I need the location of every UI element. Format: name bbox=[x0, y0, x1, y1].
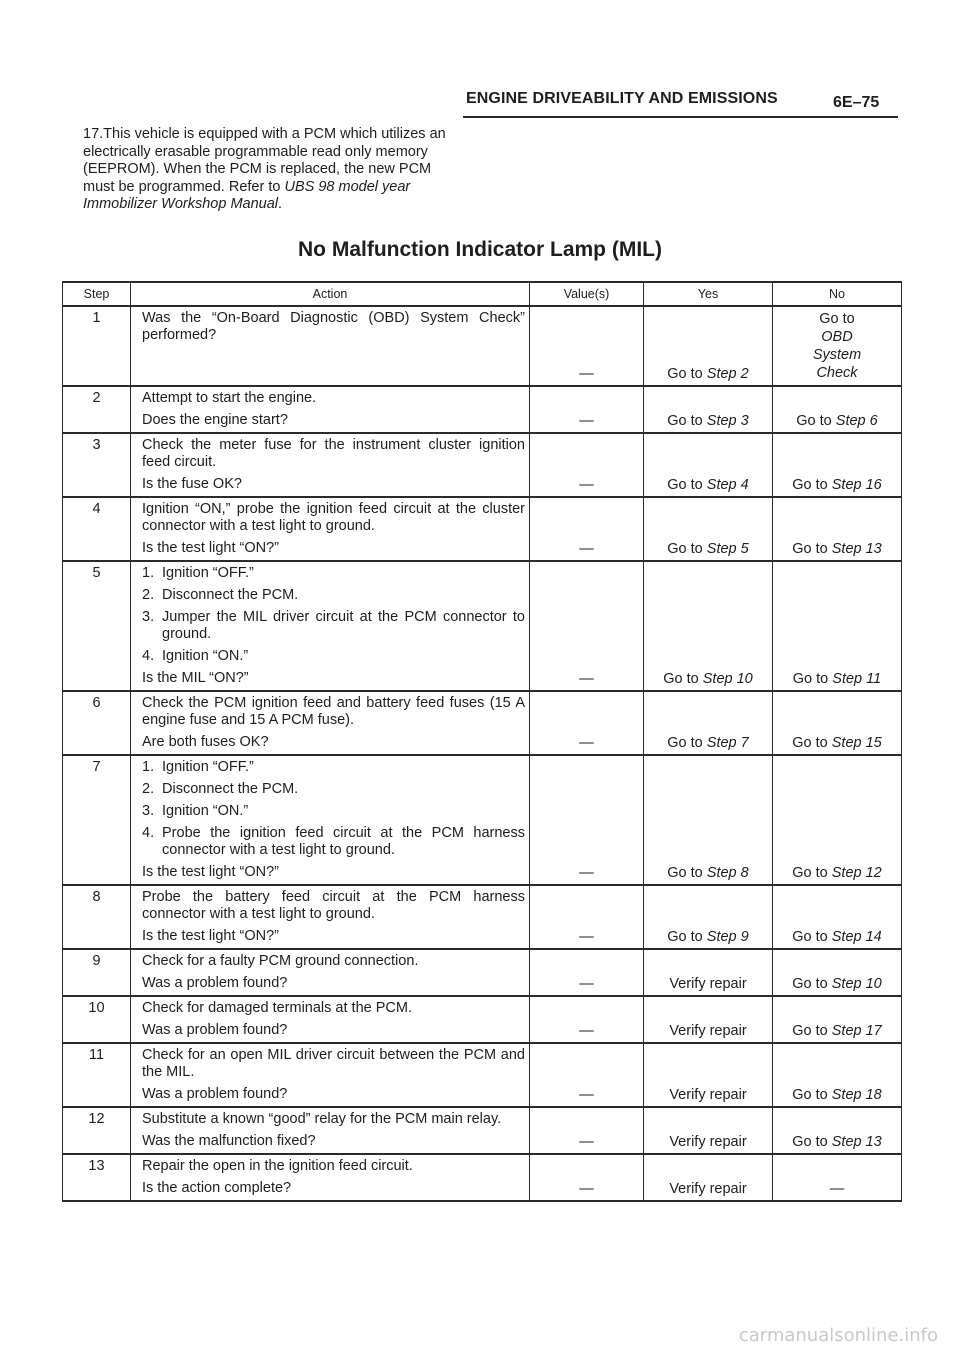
result-text: Verify repair bbox=[669, 1087, 747, 1103]
result-text: Go to bbox=[792, 865, 828, 881]
result-text: Go to bbox=[667, 366, 703, 382]
value-cell: — bbox=[530, 433, 644, 497]
action-cell bbox=[131, 885, 530, 949]
table-row bbox=[63, 306, 902, 386]
result-text: Go to bbox=[792, 671, 829, 687]
note-number: 17. bbox=[83, 126, 104, 142]
table-header-row bbox=[63, 282, 902, 306]
result-text: Go to bbox=[792, 1087, 828, 1103]
no-result-cell bbox=[773, 755, 902, 885]
action-instruction: Repair the open in the ignition feed circuit. bbox=[142, 1158, 413, 1174]
section-heading: No Malfunction Indicator Lamp (MIL) bbox=[298, 238, 662, 261]
step-reference[interactable]: Step 16 bbox=[831, 477, 882, 493]
no-result-cell bbox=[773, 306, 902, 386]
action-instruction: Check for an open MIL driver circuit between the PCM and the MIL. bbox=[142, 1047, 525, 1080]
header-action: Action bbox=[131, 282, 530, 306]
table-row bbox=[63, 885, 902, 949]
list-item-number: 4. bbox=[142, 825, 155, 841]
action-list-item bbox=[142, 565, 525, 582]
value-cell: — bbox=[530, 885, 644, 949]
header-values: Value(s) bbox=[530, 282, 644, 306]
result-text: Go to bbox=[792, 976, 828, 992]
yes-result-cell bbox=[644, 691, 773, 755]
step-reference[interactable]: OBD System Check bbox=[812, 329, 862, 381]
action-cell bbox=[131, 1154, 530, 1201]
value-cell: — bbox=[530, 497, 644, 561]
table-row bbox=[63, 1043, 902, 1107]
action-list-item bbox=[142, 587, 525, 604]
action-list-item bbox=[142, 759, 525, 776]
table-row bbox=[63, 1107, 902, 1154]
result-text: Go to bbox=[663, 671, 699, 687]
yes-result-cell bbox=[644, 1043, 773, 1107]
no-result-cell bbox=[773, 433, 902, 497]
result-text: Go to bbox=[792, 477, 828, 493]
action-cell bbox=[131, 1043, 530, 1107]
yes-result-cell bbox=[644, 386, 773, 433]
action-cell bbox=[131, 386, 530, 433]
value-cell: — bbox=[530, 996, 644, 1043]
action-question: Is the test light “ON?” bbox=[142, 928, 279, 944]
manual-section-title: ENGINE DRIVEABILITY AND EMISSIONS bbox=[466, 90, 778, 107]
action-instruction: Check the PCM ignition feed and battery feed fuses (15 A engine fuse and 15 A PCM fuse). bbox=[142, 695, 525, 728]
action-instruction: Check for a faulty PCM ground connection. bbox=[142, 953, 419, 969]
action-list-item bbox=[142, 825, 525, 859]
action-instruction: Attempt to start the engine. bbox=[142, 390, 317, 406]
step-reference[interactable]: Step 7 bbox=[706, 735, 749, 751]
action-cell bbox=[131, 996, 530, 1043]
list-item-text: Probe the ignition feed circuit at the PCM harness connector with a test light to ground. bbox=[162, 825, 525, 858]
step-reference[interactable]: Step 9 bbox=[706, 929, 749, 945]
step-number: 12 bbox=[63, 1107, 131, 1154]
action-instruction: Check for damaged terminals at the PCM. bbox=[142, 1000, 412, 1016]
step-reference[interactable]: Step 4 bbox=[706, 477, 749, 493]
list-item-number: 2. bbox=[142, 781, 155, 797]
yes-result-cell bbox=[644, 433, 773, 497]
step-reference[interactable]: Step 3 bbox=[706, 413, 749, 429]
list-item-text: Disconnect the PCM. bbox=[162, 781, 299, 797]
header-no: No bbox=[773, 282, 902, 306]
result-text: Go to bbox=[819, 311, 855, 327]
table-row bbox=[63, 949, 902, 996]
result-text: Go to bbox=[792, 1134, 828, 1150]
action-question: Was a problem found? bbox=[142, 1086, 288, 1102]
step-reference[interactable]: Step 2 bbox=[706, 366, 749, 382]
no-result-cell bbox=[773, 691, 902, 755]
action-question: Are both fuses OK? bbox=[142, 734, 269, 750]
procedure-note bbox=[62, 126, 462, 214]
step-reference[interactable]: Step 6 bbox=[835, 413, 878, 429]
list-item-text: Jumper the MIL driver circuit at the PCM connector to ground. bbox=[162, 609, 525, 642]
list-item-text: Ignition “ON.” bbox=[162, 803, 249, 819]
yes-result-cell bbox=[644, 996, 773, 1043]
table-row bbox=[63, 755, 902, 885]
step-number: 8 bbox=[63, 885, 131, 949]
result-text: Verify repair bbox=[669, 976, 747, 992]
action-question: Is the test light “ON?” bbox=[142, 540, 279, 556]
watermark: carmanualsonline.info bbox=[738, 1325, 938, 1346]
list-item-number: 4. bbox=[142, 648, 155, 664]
diagnostic-table bbox=[62, 281, 902, 1202]
action-instruction: Probe the battery feed circuit at the PCM harness connector with a test light to ground. bbox=[142, 889, 525, 922]
action-question: Was a problem found? bbox=[142, 975, 288, 991]
result-text: Verify repair bbox=[669, 1023, 747, 1039]
action-cell bbox=[131, 691, 530, 755]
table-row bbox=[63, 386, 902, 433]
list-item-text: Ignition “OFF.” bbox=[162, 565, 254, 581]
step-number: 11 bbox=[63, 1043, 131, 1107]
action-question: Is the fuse OK? bbox=[142, 476, 242, 492]
step-reference[interactable]: Step 18 bbox=[831, 1087, 882, 1103]
value-cell: — bbox=[530, 1107, 644, 1154]
action-list-item bbox=[142, 803, 525, 820]
table-row bbox=[63, 561, 902, 691]
result-text: Go to bbox=[667, 477, 703, 493]
action-list-item bbox=[142, 648, 525, 665]
step-number: 1 bbox=[63, 306, 131, 386]
result-text: Go to bbox=[796, 413, 832, 429]
step-reference[interactable]: Step 10 bbox=[702, 671, 753, 687]
no-result-cell bbox=[773, 949, 902, 996]
result-text: Go to bbox=[667, 413, 703, 429]
result-text: Go to bbox=[667, 929, 703, 945]
table-row bbox=[63, 691, 902, 755]
list-item-text: Disconnect the PCM. bbox=[162, 587, 299, 603]
list-item-number: 2. bbox=[142, 587, 155, 603]
result-text: — bbox=[829, 1181, 845, 1197]
yes-result-cell bbox=[644, 1107, 773, 1154]
result-text: Verify repair bbox=[669, 1181, 747, 1197]
result-text: Go to bbox=[667, 735, 703, 751]
list-item-text: Ignition “OFF.” bbox=[162, 759, 254, 775]
header-yes: Yes bbox=[644, 282, 773, 306]
action-question: Was the “On-Board Diagnostic (OBD) System Check” performed? bbox=[142, 310, 525, 343]
yes-result-cell bbox=[644, 306, 773, 386]
action-instruction: Check the meter fuse for the instrument cluster ignition feed circuit. bbox=[142, 437, 525, 470]
step-reference[interactable]: Step 8 bbox=[706, 865, 749, 881]
note-end: . bbox=[278, 196, 283, 212]
list-item-number: 3. bbox=[142, 609, 155, 625]
no-result-cell bbox=[773, 1107, 902, 1154]
table-row bbox=[63, 433, 902, 497]
action-list-item bbox=[142, 609, 525, 643]
step-reference[interactable]: Step 17 bbox=[831, 1023, 882, 1039]
step-reference[interactable]: Step 10 bbox=[831, 976, 882, 992]
result-text: Go to bbox=[792, 1023, 828, 1039]
value-cell: — bbox=[530, 561, 644, 691]
action-question: Was a problem found? bbox=[142, 1022, 288, 1038]
action-cell bbox=[131, 433, 530, 497]
no-result-cell bbox=[773, 386, 902, 433]
result-text: Go to bbox=[792, 735, 828, 751]
value-cell: — bbox=[530, 1043, 644, 1107]
action-instruction: Ignition “ON,” probe the ignition feed circuit at the cluster connector with a test light to ground. bbox=[142, 501, 525, 534]
action-cell bbox=[131, 1107, 530, 1154]
action-question: Is the test light “ON?” bbox=[142, 864, 279, 880]
table-row bbox=[63, 996, 902, 1043]
step-reference[interactable]: Step 11 bbox=[832, 671, 882, 687]
step-reference[interactable]: Step 13 bbox=[831, 541, 882, 557]
action-cell bbox=[131, 755, 530, 885]
action-question: Was the malfunction fixed? bbox=[142, 1133, 316, 1149]
value-cell: — bbox=[530, 691, 644, 755]
action-question: Is the action complete? bbox=[142, 1180, 292, 1196]
page-number: 6E–75 bbox=[833, 94, 880, 111]
result-text: Go to bbox=[792, 541, 828, 557]
no-result-cell bbox=[773, 885, 902, 949]
step-reference[interactable]: Step 5 bbox=[706, 541, 749, 557]
result-text: Go to bbox=[667, 865, 703, 881]
step-number: 10 bbox=[63, 996, 131, 1043]
action-cell bbox=[131, 306, 530, 386]
yes-result-cell bbox=[644, 755, 773, 885]
action-question: Does the engine start? bbox=[142, 412, 288, 428]
no-result-cell bbox=[773, 1154, 902, 1201]
step-number: 7 bbox=[63, 755, 131, 885]
note-reference: UBS 98 model year Immobilizer Workshop Manual bbox=[83, 178, 411, 212]
result-text: Go to bbox=[792, 929, 828, 945]
step-number: 13 bbox=[63, 1154, 131, 1201]
value-cell: — bbox=[530, 386, 644, 433]
yes-result-cell bbox=[644, 561, 773, 691]
action-cell bbox=[131, 949, 530, 996]
step-number: 9 bbox=[63, 949, 131, 996]
action-question: Is the MIL “ON?” bbox=[142, 670, 249, 686]
step-number: 2 bbox=[63, 386, 131, 433]
step-number: 5 bbox=[63, 561, 131, 691]
value-cell: — bbox=[530, 949, 644, 996]
yes-result-cell bbox=[644, 497, 773, 561]
header-rule bbox=[463, 116, 898, 118]
value-cell: — bbox=[530, 1154, 644, 1201]
result-text: Go to bbox=[667, 541, 703, 557]
value-cell: — bbox=[530, 306, 644, 386]
table-row bbox=[63, 1154, 902, 1201]
step-reference[interactable]: Step 12 bbox=[831, 865, 882, 881]
action-instruction: Substitute a known “good” relay for the PCM main relay. bbox=[142, 1111, 502, 1127]
yes-result-cell bbox=[644, 1154, 773, 1201]
list-item-number: 3. bbox=[142, 803, 155, 819]
step-reference[interactable]: Step 15 bbox=[831, 735, 882, 751]
action-list-item bbox=[142, 781, 525, 798]
step-number: 6 bbox=[63, 691, 131, 755]
action-cell bbox=[131, 497, 530, 561]
header-step: Step bbox=[63, 282, 131, 306]
no-result-cell bbox=[773, 561, 902, 691]
no-result-cell bbox=[773, 497, 902, 561]
table-row bbox=[63, 497, 902, 561]
note-text: This vehicle is equipped with a PCM which utilizes an electrically erasable programmable read only memory (EEPROM). When the PCM is replaced, the new PCM must be programmed. Refer to bbox=[83, 126, 446, 195]
list-item-text: Ignition “ON.” bbox=[162, 648, 249, 664]
list-item-number: 1. bbox=[142, 759, 155, 775]
no-result-cell bbox=[773, 996, 902, 1043]
step-number: 3 bbox=[63, 433, 131, 497]
yes-result-cell bbox=[644, 949, 773, 996]
yes-result-cell bbox=[644, 885, 773, 949]
no-result-cell bbox=[773, 1043, 902, 1107]
step-reference[interactable]: Step 14 bbox=[831, 929, 882, 945]
action-cell bbox=[131, 561, 530, 691]
value-cell: — bbox=[530, 755, 644, 885]
list-item-number: 1. bbox=[142, 565, 155, 581]
step-number: 4 bbox=[63, 497, 131, 561]
result-text: Verify repair bbox=[669, 1134, 747, 1150]
step-reference[interactable]: Step 13 bbox=[831, 1134, 882, 1150]
